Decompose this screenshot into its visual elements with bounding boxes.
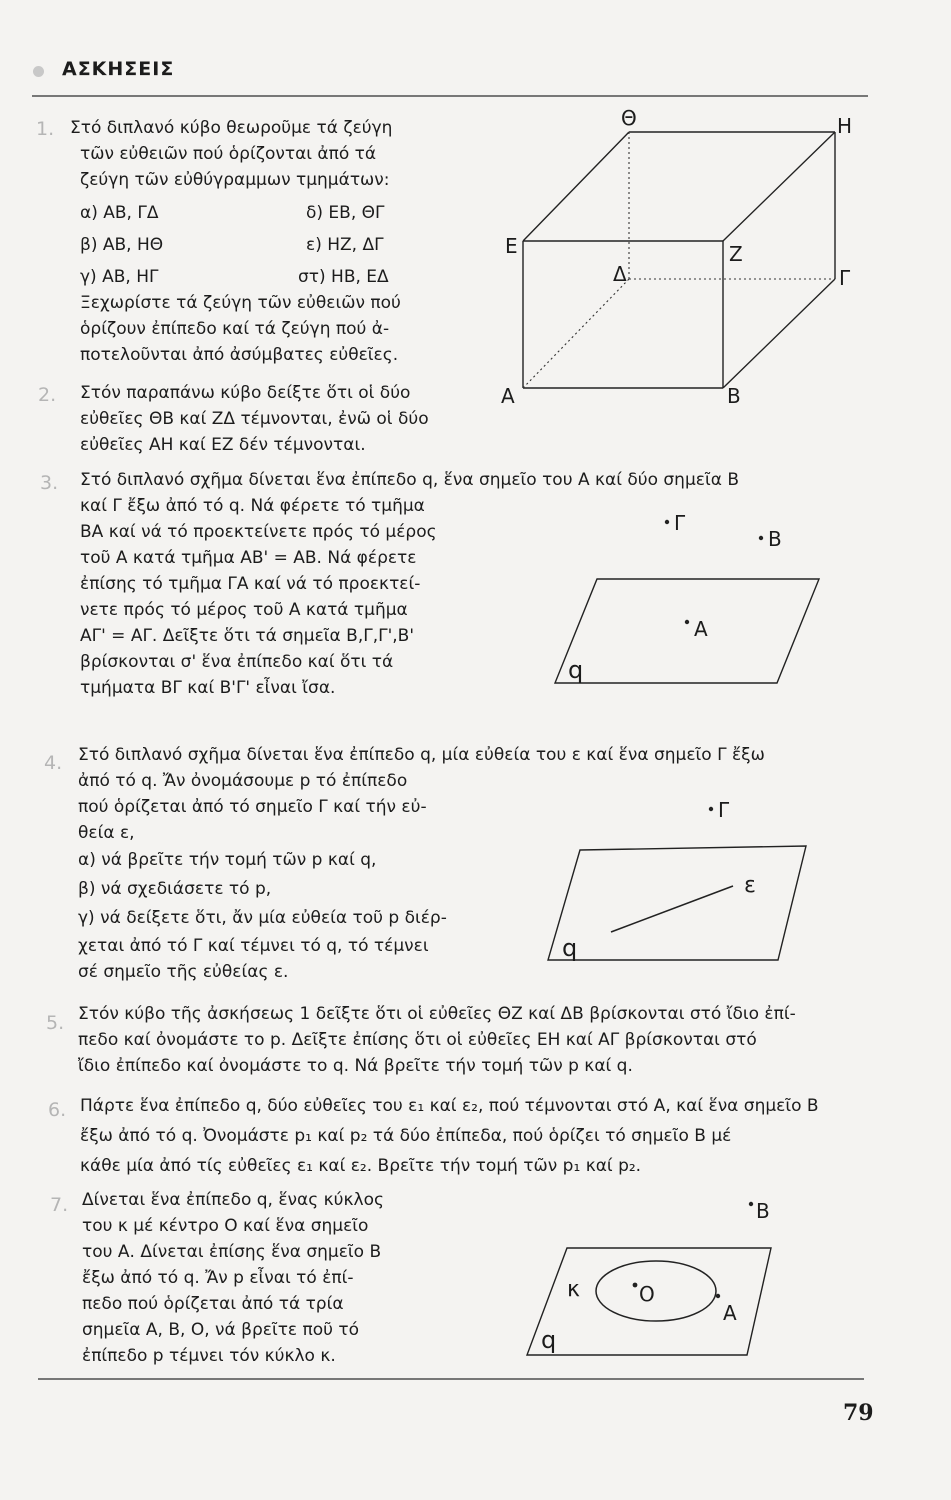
text-line: τοῦ Α κατά τμῆμα ΑΒ' = ΑΒ. Νά φέρετε: [80, 548, 417, 568]
text-line: ἐπίπεδο p τέμνει τόν κύκλο κ.: [82, 1346, 336, 1366]
text-line: του κ μέ κέντρο Ο καί ἕνα σημεῖο: [82, 1216, 369, 1236]
vertex-label: Η: [837, 114, 853, 138]
text-line: ἀπό τό q. Ἄν ὀνομάσουμε p τό ἐπίπεδο: [78, 771, 408, 791]
footer-divider: [38, 1378, 864, 1380]
text-line: τῶν εὐθειῶν πού ὁρίζονται ἀπό τά: [80, 144, 377, 164]
plane-label: q: [541, 1326, 557, 1354]
text-line: ποτελοῦνται ἀπό ἀσύμβατες εὐθεῖες.: [80, 345, 399, 365]
exercise-6-text: [80, 1091, 819, 1181]
text-line: Ξεχωρίστε τά ζεύγη τῶν εὐθειῶν πού: [80, 293, 401, 313]
text-line: κάθε μία ἀπό τίς εὐθεῖες ε₁ καί ε₂. Βρεῖτε τήν τομή τῶν p₁ καί p₂.: [80, 1156, 642, 1176]
exercise-5-text: [78, 1001, 796, 1079]
text-line: Πάρτε ἕνα ἐπίπεδο q, δύο εὐθεῖες του ε₁ καί ε₂, πού τέμνονται στό Α, καί ἕνα σημεῖο Β: [80, 1096, 819, 1116]
text-line: ἐπίσης τό τμῆμα ΓΑ καί νά τό προεκτεί-: [80, 574, 421, 594]
pair-item: α) ΑΒ, ΓΔ: [80, 203, 159, 223]
exercise-1-pairs-left: [80, 197, 163, 293]
point-marker: [749, 1202, 753, 1206]
text-line: ἔξω ἀπό τό q. Ὀνομάστε p₁ καί p₂ τά δύο ἐπίπεδα, πού ὁρίζει τό σημεῖο Β μέ: [80, 1126, 732, 1146]
point-marker: [685, 620, 689, 624]
pair-item: στ) ΗΒ, ΕΔ: [298, 267, 389, 287]
text-line: καί Γ ἔξω ἀπό τό q. Νά φέρετε τό τμῆμα: [80, 496, 425, 516]
text-line: Στό διπλανό σχῆμα δίνεται ἕνα ἐπίπεδο q, ἕνα σημεῖο του Α καί δύο σημεῖα Β: [80, 470, 739, 490]
line-label: ε: [744, 873, 756, 898]
point-label: Β: [756, 1199, 770, 1223]
text-line: Στό διπλανό σχῆμα δίνεται ἕνα ἐπίπεδο q, μία εὐθεία του ε καί ἕνα σημεῖο Γ ἔξω: [78, 745, 765, 765]
circle-label: κ: [567, 1277, 580, 1302]
point-marker: [665, 520, 669, 524]
section-title: ΑΣΚΗΣΕΙΣ: [62, 58, 175, 80]
vertex-label: Θ: [621, 106, 637, 130]
page-number: 79: [843, 1400, 874, 1426]
text-line: β) νά σχεδιάσετε τό p,: [78, 879, 272, 899]
text-line: πού ὁρίζεται ἀπό τό σημεῖο Γ καί τήν εὐ-: [78, 797, 427, 817]
vertex-label: Γ: [839, 266, 851, 290]
point-label: Α: [723, 1301, 737, 1325]
pair-item: δ) ΕΒ, ΘΓ: [306, 203, 385, 223]
exercise-1-pairs-right: [298, 197, 389, 293]
exercise-2-text: [80, 380, 429, 458]
text-line: Στό διπλανό κύβο θεωροῦμε τά ζεύγη: [70, 118, 393, 138]
plane-label: q: [562, 934, 578, 962]
vertex-label: Α: [501, 384, 515, 408]
figure-3-plane: [550, 500, 850, 700]
exercise-7-number: 7.: [50, 1194, 69, 1216]
text-line: Στόν κύβο τῆς ἀσκήσεως 1 δεῖξτε ὅτι οἱ εὐθεῖες ΘΖ καί ΔΒ βρίσκονται στό ἴδιο ἐπί-: [78, 1004, 796, 1024]
text-line: χεται ἀπό τό Γ καί τέμνει τό q, τό τέμνει: [78, 936, 429, 956]
text-line: νετε πρός τό μέρος τοῦ Α κατά τμῆμα: [80, 600, 408, 620]
text-line: Δίνεται ἕνα ἐπίπεδο q, ἕνας κύκλος: [82, 1190, 384, 1210]
text-line: ὁρίζουν ἐπίπεδο καί τά ζεύγη πού ἀ-: [80, 319, 390, 339]
text-line: εὐθεῖες ΑΗ καί ΕΖ δέν τέμνονται.: [80, 435, 366, 455]
exercise-2-number: 2.: [38, 384, 57, 406]
text-line: ΑΓ' = ΑΓ. Δεῖξτε ὅτι τά σημεῖα Β,Γ,Γ',Β': [80, 626, 414, 646]
text-line: πεδο καί ὀνομάστε το p. Δεῖξτε ἐπίσης ὅτι οἱ εὐθεῖες ΕΗ καί ΑΓ βρίσκονται στό: [78, 1030, 757, 1050]
exercise-1-tail: [80, 290, 401, 368]
line-epsilon: [611, 886, 733, 932]
exercise-7-text: [82, 1187, 384, 1369]
text-line: πεδο πού ὁρίζεται ἀπό τά τρία: [82, 1294, 344, 1314]
exercise-1-number: 1.: [36, 118, 55, 140]
figure-4-plane: [540, 790, 840, 970]
text-line: Στόν παραπάνω κύβο δείξτε ὅτι οἱ δύο: [80, 383, 411, 403]
point-label: Γ: [718, 798, 730, 822]
vertex-label: Ζ: [729, 242, 743, 266]
exercise-6-number: 6.: [48, 1099, 67, 1121]
figure-7-plane: [525, 1190, 825, 1370]
text-line: βρίσκονται σ' ἕνα ἐπίπεδο καί ὅτι τά: [80, 652, 394, 672]
vertex-label: Β: [727, 384, 741, 408]
text-line: ἔξω ἀπό τό q. Ἄν p εἶναι τό ἐπί-: [82, 1268, 354, 1288]
text-line: α) νά βρεῖτε τήν τομή τῶν p καί q,: [78, 850, 377, 870]
header-divider: [32, 95, 868, 97]
text-line: γ) νά δείξετε ὅτι, ἄν μία εὐθεία τοῦ p διέρ-: [78, 908, 447, 928]
point-label: Α: [694, 617, 708, 641]
point-marker: [759, 536, 763, 540]
text-line: θεία ε,: [78, 823, 135, 843]
header-bullet-icon: [33, 66, 44, 77]
point-marker: [709, 807, 713, 811]
exercise-4-number: 4.: [44, 752, 63, 774]
text-line: ζεύγη τῶν εὐθύγραμμων τμημάτων:: [80, 170, 390, 190]
point-marker: [633, 1283, 638, 1288]
point-marker: [716, 1294, 720, 1298]
point-label: Γ: [674, 511, 686, 535]
text-line: τμήματα ΒΓ καί Β'Γ' εἶναι ἴσα.: [80, 678, 336, 698]
vertex-label: Ε: [505, 234, 518, 258]
pair-item: ε) ΗΖ, ΔΓ: [306, 235, 384, 255]
pair-item: γ) ΑΒ, ΗΓ: [80, 267, 159, 287]
exercise-1-text: [70, 115, 392, 193]
text-line: ΒΑ καί νά τό προεκτείνετε πρός τό μέρος: [80, 522, 437, 542]
text-line: σημεῖα Α, Β, Ο, νά βρεῖτε ποῦ τό: [82, 1320, 360, 1340]
pair-item: β) ΑΒ, ΗΘ: [80, 235, 164, 255]
text-line: ἴδιο ἐπίπεδο καί ὀνομάστε το q. Νά βρεῖτε τήν τομή τῶν p καί q.: [78, 1056, 633, 1076]
vertex-label: Δ: [613, 262, 627, 286]
text-line: σέ σημεῖο τῆς εὐθείας ε.: [78, 962, 289, 982]
exercise-3-number: 3.: [40, 472, 59, 494]
text-line: εὐθεῖες ΘΒ καί ΖΔ τέμνονται, ἐνῶ οἱ δύο: [80, 409, 429, 429]
circle-kappa: [596, 1261, 716, 1321]
exercise-5-number: 5.: [46, 1012, 65, 1034]
plane-label: q: [568, 656, 584, 684]
text-line: του Α. Δίνεται ἐπίσης ἕνα σημεῖο Β: [82, 1242, 382, 1262]
center-label: Ο: [639, 1282, 655, 1306]
point-label: Β: [768, 527, 782, 551]
cube-figure: [495, 105, 865, 410]
